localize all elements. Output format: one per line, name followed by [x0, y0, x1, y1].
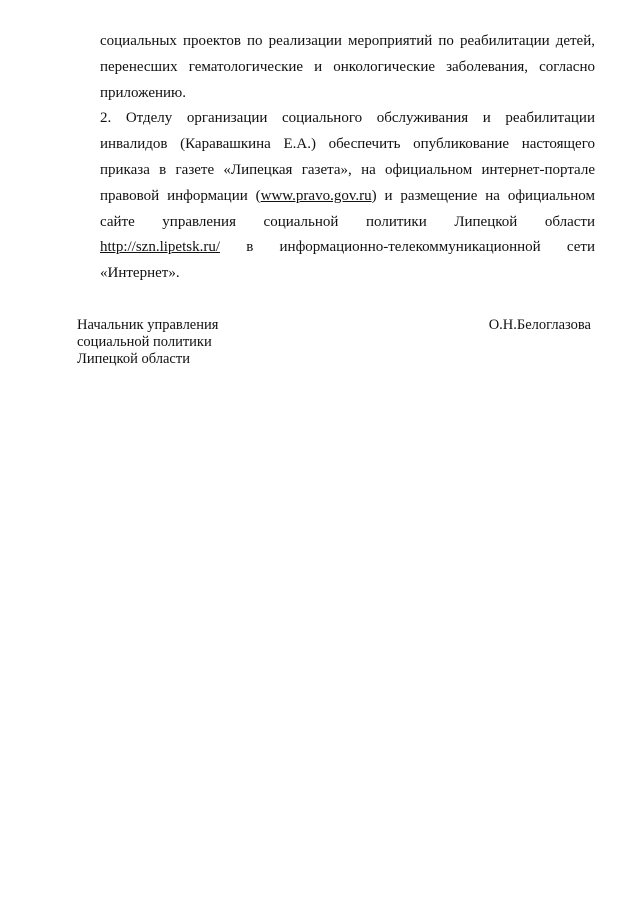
text-line: приложению.: [100, 84, 187, 101]
document-body: [100, 30, 595, 288]
text-fragment: в информационно-телекоммуникационной сети: [246, 239, 595, 256]
szn-link[interactable]: http://szn.lipetsk.ru/: [100, 239, 220, 256]
text-line: «Интернет».: [100, 265, 180, 282]
position-line: социальной политики: [77, 334, 212, 350]
text-line: [100, 236, 595, 262]
signature-position: [77, 317, 218, 368]
signature-name: О.Н.Белоглазова: [488, 317, 591, 333]
text-line: приказа в газете «Липецкая газета», на официальном интернет-портале: [100, 161, 595, 178]
text-line: перенесших гематологические и онкологические заболевания, согласно: [100, 58, 595, 75]
text-line: 2. Отделу организации социального обслуживания и реабилитации: [100, 110, 595, 127]
position-line: Начальник управления: [77, 317, 219, 333]
text-line: сайте управления социальной политики Липецкой области: [100, 213, 595, 230]
text-line: социальных проектов по реализации мероприятий по реабилитации детей,: [100, 33, 595, 49]
text-line: инвалидов (Каравашкина Е.А.) обеспечить опубликование настоящего: [100, 136, 595, 153]
position-line: Липецкой области: [77, 351, 190, 367]
text-line: [100, 185, 595, 211]
pravo-link[interactable]: www.pravo.gov.ru: [260, 187, 372, 204]
text-fragment: ) и размещение на официальном: [371, 187, 595, 204]
text-fragment: правовой информации (: [100, 187, 261, 204]
